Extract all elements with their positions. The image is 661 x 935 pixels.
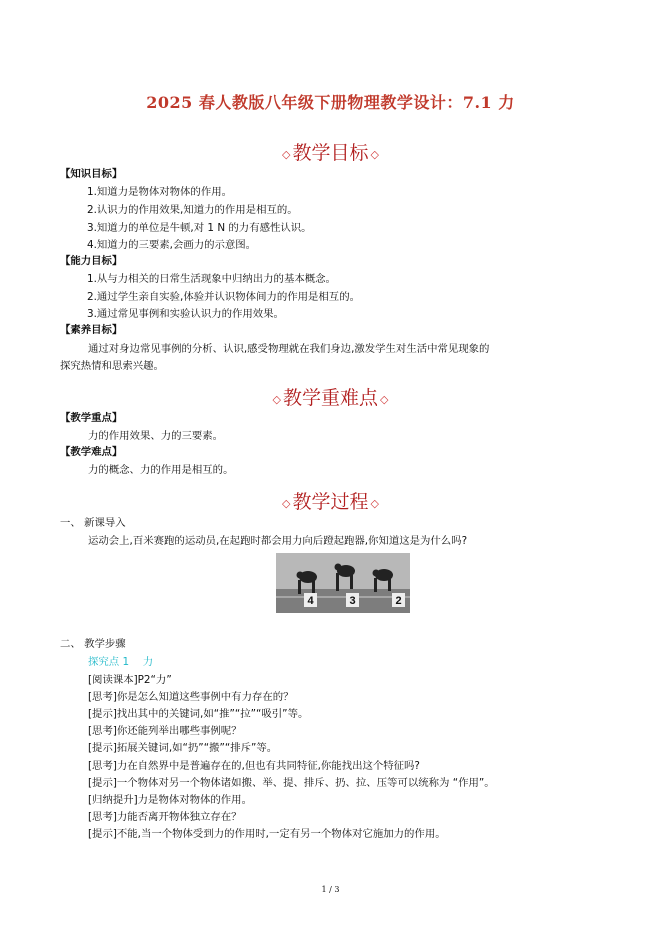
teaching-focus-heading: 【教学重点】 bbox=[60, 412, 123, 424]
knowledge-goal-item: 3.知道力的单位是牛顿,对 1 N 的力有感性认识。 bbox=[87, 222, 312, 234]
diamond-icon: ◇ bbox=[272, 392, 281, 406]
section-heading-process: ◇ 教学过程 ◇ bbox=[282, 491, 379, 513]
lane-number-2: 2 bbox=[395, 595, 402, 607]
step-line: [提示]拓展关键词,如“扔”“搬”“排斥”等。 bbox=[88, 742, 278, 754]
intro-text: 运动会上,百米赛跑的运动员,在起跑时都会用力向后蹬起跑器,你知道这是为什么吗? bbox=[88, 535, 468, 547]
literacy-goals-heading: 【素养目标】 bbox=[60, 324, 123, 336]
step-line: [思考]你还能列举出哪些事例呢？ bbox=[88, 725, 242, 737]
document-title: 2025 春人教版八年级下册物理教学设计：7.1 力 bbox=[146, 93, 515, 112]
step-line: [阅读课本]P2“力” bbox=[88, 674, 172, 686]
knowledge-goal-item: 1.知道力是物体对物体的作用。 bbox=[87, 186, 232, 198]
diamond-icon: ◇ bbox=[370, 496, 379, 510]
steps-heading: 二、 教学步骤 bbox=[60, 638, 126, 650]
diamond-icon: ◇ bbox=[282, 496, 291, 510]
inquiry-point-1: 探究点 1 力 bbox=[88, 656, 154, 668]
sprinters-photo bbox=[276, 553, 410, 613]
teaching-difficulty-heading: 【教学难点】 bbox=[60, 446, 123, 458]
knowledge-goal-item: 2.认识力的作用效果,知道力的作用是相互的。 bbox=[87, 204, 298, 216]
literacy-goal-text: 探究热情和思索兴趣。 bbox=[60, 360, 164, 372]
step-line: [提示]不能,当一个物体受到力的作用时,一定有另一个物体对它施加力的作用。 bbox=[88, 828, 446, 840]
ability-goals-heading: 【能力目标】 bbox=[60, 255, 123, 267]
step-line: [提示]一个物体对另一个物体诸如搬、举、提、排斥、扔、拉、压等可以统称为 “作用”。 bbox=[88, 777, 495, 789]
ability-goal-item: 3.通过常见事例和实验认识力的作用效果。 bbox=[87, 308, 284, 320]
diamond-icon: ◇ bbox=[370, 147, 379, 161]
diamond-icon: ◇ bbox=[282, 147, 291, 161]
step-line: [思考]你是怎么知道这些事例中有力存在的？ bbox=[88, 691, 294, 703]
intro-heading: 一、 新课导入 bbox=[60, 517, 126, 529]
ability-goal-item: 2.通过学生亲自实验,体验并认识物体间力的作用是相互的。 bbox=[87, 291, 360, 303]
lane-number-3: 3 bbox=[349, 595, 356, 607]
literacy-goal-text: 通过对身边常见事例的分析、认识,感受物理就在我们身边,激发学生对生活中常见现象的 bbox=[88, 343, 490, 355]
knowledge-goal-item: 4.知道力的三要素,会画力的示意图。 bbox=[87, 239, 257, 251]
diamond-icon: ◇ bbox=[380, 392, 389, 406]
step-line: [思考]力能否离开物体独立存在？ bbox=[88, 811, 242, 823]
section-heading-goals: ◇ 教学目标 ◇ bbox=[282, 142, 379, 164]
page-number: 1 / 3 bbox=[321, 885, 340, 894]
knowledge-goals-heading: 【知识目标】 bbox=[60, 168, 123, 180]
teaching-difficulty-text: 力的概念、力的作用是相互的。 bbox=[88, 464, 234, 476]
section-heading-keypoints: ◇ 教学重难点 ◇ bbox=[272, 387, 389, 409]
ability-goal-item: 1.从与力相关的日常生活现象中归纳出力的基本概念。 bbox=[87, 273, 336, 285]
teaching-focus-text: 力的作用效果、力的三要素。 bbox=[88, 430, 224, 442]
step-line: [提示]找出其中的关键词,如“推”“拉”“吸引”等。 bbox=[88, 708, 309, 720]
step-line: [思考]力在自然界中是普遍存在的,但也有共同特征,你能找出这个特征吗? bbox=[88, 760, 420, 772]
lane-number-4: 4 bbox=[307, 595, 314, 607]
step-line: [归纳提升]力是物体对物体的作用。 bbox=[88, 794, 252, 806]
sprinters-illustration bbox=[276, 553, 410, 613]
